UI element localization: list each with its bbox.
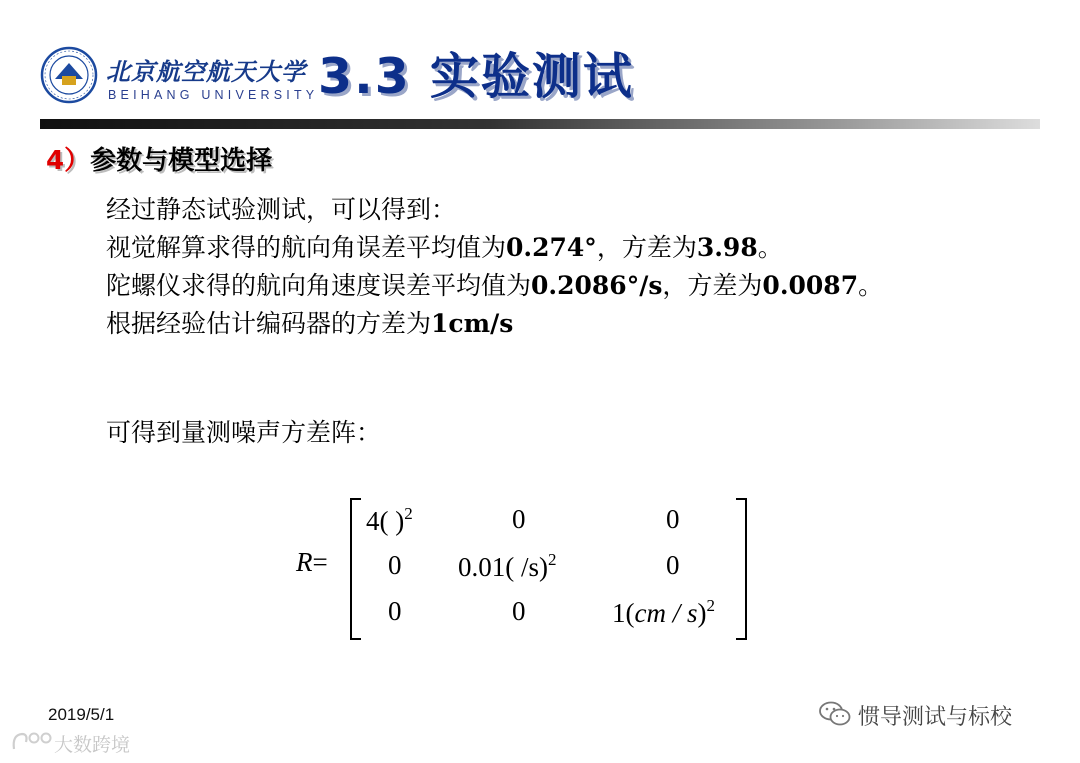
matrix-cell-r3c3: 1(cm / s)$^2$ <box>612 596 715 628</box>
watermark-logo-icon <box>10 729 54 753</box>
matrix-cell-r1c1: 4( )$^2$ <box>366 504 413 536</box>
matrix-lhs: R= <box>296 547 328 577</box>
matrix-cell-r3c1: 0 <box>388 596 402 626</box>
watermark-text: 大数跨境 <box>54 734 131 756</box>
matrix-cell-r2c3: 0 <box>666 550 680 580</box>
section-heading <box>46 140 272 177</box>
matrix-cell-r3c2: 0 <box>512 596 526 626</box>
gyro-error-variance: 0.0087 <box>762 271 859 300</box>
body-line-4: 根据经验估计编码器的方差为1cm/s <box>106 309 514 338</box>
footer-date: 2019/5/1 <box>48 705 115 724</box>
university-name-en: BEIHANG UNIVERSITY <box>108 88 319 102</box>
title-divider <box>40 119 1040 129</box>
slide-title: 3.3 实验测试 <box>318 48 634 105</box>
body-line-1: 经过静态试验测试，可以得到： <box>106 195 457 224</box>
section-title: 参数与模型选择 <box>90 146 273 176</box>
matrix-cell-r2c1: 0 <box>388 550 402 580</box>
noise-covariance-matrix <box>290 492 760 640</box>
heading-error-variance: 3.98 <box>696 233 758 262</box>
footer-channel-name: 惯导测试与标校 <box>858 705 1013 730</box>
university-name-cn: 北京航空航天大学 <box>106 57 306 86</box>
matrix-right-bracket <box>736 498 747 640</box>
encoder-variance: 1cm/s <box>431 309 514 338</box>
body-line-5: 可得到量测噪声方差阵： <box>106 418 382 447</box>
body-line-2: 视觉解算求得的航向角误差平均值为0.274°，方差为3.98。 <box>106 233 783 262</box>
university-seal-icon <box>40 46 98 104</box>
body-line-3: 陀螺仪求得的航向角速度误差平均值为0.2086°/s，方差为0.0087。 <box>106 271 884 300</box>
matrix-cell-r1c2: 0 <box>512 504 526 534</box>
gyro-error-mean: 0.2086°/s <box>531 271 663 300</box>
heading-error-mean: 0.274° <box>506 233 597 262</box>
matrix-cell-r2c2: 0.01( /s)$^2$ <box>458 550 557 582</box>
matrix-cell-r1c3: 0 <box>666 504 680 534</box>
wechat-icon <box>818 700 852 728</box>
section-number: 4） <box>46 146 91 176</box>
matrix-left-bracket <box>350 498 361 640</box>
